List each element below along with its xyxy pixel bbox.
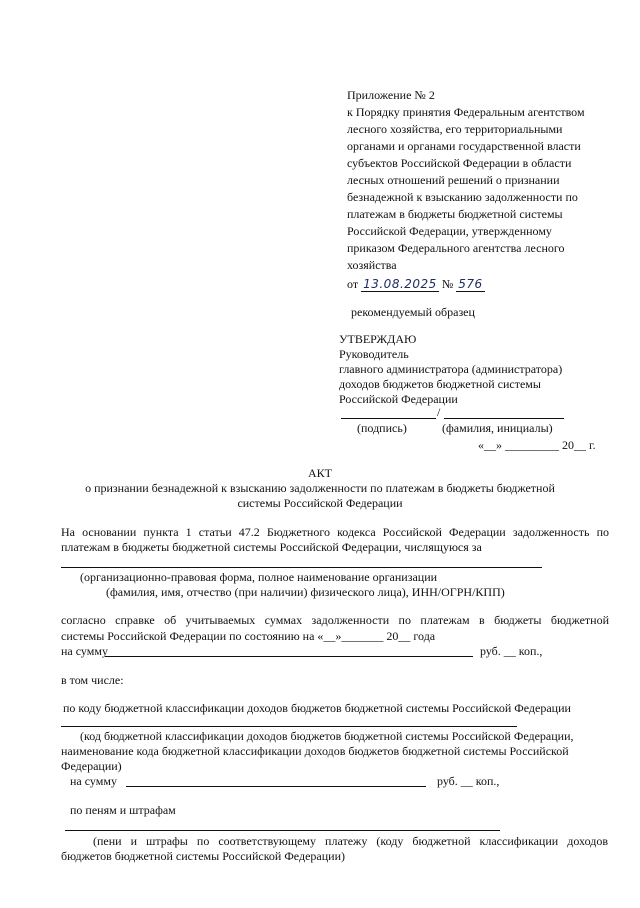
act-subtitle-line: о признании безнадежной к взысканию задолженности по платежам в бюджеты бюджетной [85, 481, 555, 495]
sum-prefix: на сумму [61, 644, 108, 658]
including-label: в том числе: [61, 673, 124, 687]
appendix-line: к Порядку принятия Федеральным агентством [347, 105, 585, 119]
organization-line [61, 567, 542, 568]
recommended-sample-label: рекомендуемый образец [351, 305, 475, 319]
organization-hint: (организационно-правовая форма, полное наименование организации [80, 570, 438, 584]
appendix-line: субъектов Российской Федерации в области [347, 156, 572, 170]
body-paragraph-line: платежам в бюджеты бюджетной системы Российской Федерации, числящуюся за [61, 540, 482, 554]
body-paragraph-line: согласно справке об учитываемых суммах задолженности по платежам в бюджеты бюджетной [61, 613, 609, 627]
number-sign: № [441, 277, 454, 291]
approve-line: доходов бюджетов бюджетной системы [339, 377, 541, 391]
body-paragraph-line: На основании пункта 1 статьи 47.2 Бюджетного кодекса Российской Федерации задолженность по [61, 525, 609, 539]
approve-title: УТВЕРЖДАЮ [339, 332, 417, 346]
kbk-hint: наименование кода бюджетной классификации доходов бюджетов бюджетной системы Российской [61, 744, 569, 758]
penalties-label: по пеням и штрафам [70, 803, 176, 817]
appendix-line: хозяйства [347, 258, 397, 272]
signature-label: (подпись) [357, 421, 407, 435]
approve-line: главного администратора (администратора) [339, 362, 563, 376]
signature-line [341, 418, 436, 419]
act-title: АКТ [308, 466, 332, 480]
appendix-line: Российской Федерации, утвержденному [347, 224, 552, 238]
appendix-number: Приложение № 2 [347, 88, 435, 102]
approve-line: Российской Федерации [339, 392, 458, 406]
appendix-date-row [347, 276, 617, 293]
organization-hint: (фамилия, имя, отчество (при наличии) физического лица), ИНН/ОГРН/КПП) [106, 585, 505, 599]
penalties-line [65, 830, 500, 831]
sum2-prefix: на сумму [70, 774, 117, 788]
handwritten-number: 576 [458, 277, 483, 291]
appendix-line: органами и органами государственной власти [347, 139, 581, 153]
name-label: (фамилия, инициалы) [442, 421, 553, 435]
approve-date-line: «__» _________ 20__ г. [478, 438, 596, 452]
act-subtitle-line: системы Российской Федерации [237, 496, 403, 510]
appendix-line: безнадежной к взысканию задолженности по [347, 190, 578, 204]
kbk-title: по коду бюджетной классификации доходов бюджетов бюджетной системы Российской Федерации [63, 701, 571, 715]
sum-line [105, 656, 473, 657]
kbk-hint: (код бюджетной классификации доходов бюджетов бюджетной системы Российской Федерации, [80, 729, 574, 743]
appendix-line: лесных отношений решений о признании [347, 173, 560, 187]
appendix-line: приказом Федерального агентства лесного [347, 241, 565, 255]
name-line [444, 418, 564, 419]
sum2-line [126, 786, 426, 787]
slash-separator: / [437, 405, 441, 419]
sum-suffix: руб. __ коп., [480, 644, 543, 658]
kbk-hint: Федерации) [61, 759, 122, 773]
sum2-suffix: руб. __ коп., [437, 774, 500, 788]
appendix-line: лесного хозяйства, его территориальными [347, 122, 563, 136]
handwritten-date: 13.08.2025 [363, 277, 437, 291]
approve-line: Руководитель [339, 347, 409, 361]
appendix-line: платежам в бюджеты бюджетной системы [347, 207, 563, 221]
from-prefix: от [347, 277, 359, 291]
penalties-hint: бюджетов бюджетной системы Российской Федерации) [61, 849, 345, 863]
penalties-hint: (пени и штрафы по соответствующему платежу (коду бюджетной классификации доходов [93, 834, 608, 848]
body-paragraph-line: системы Российской Федерации по состоянию на «__»_______ 20__ года [61, 629, 436, 643]
kbk-line [61, 726, 517, 727]
appendix-block [347, 87, 617, 293]
